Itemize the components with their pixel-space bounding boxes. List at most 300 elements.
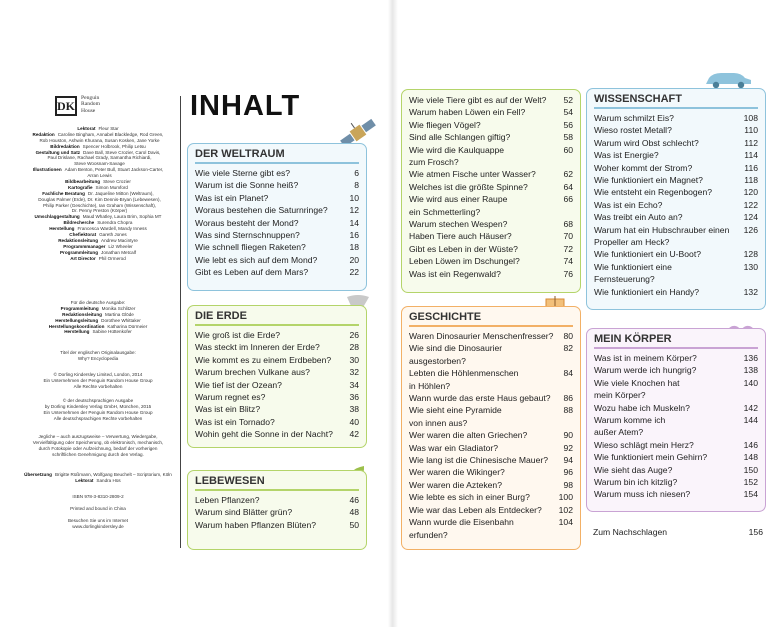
toc-entry[interactable] bbox=[594, 186, 758, 198]
toc-page-number: 28 bbox=[349, 342, 359, 353]
credit-role: Lektorat bbox=[77, 126, 96, 131]
toc-page-number: 114 bbox=[744, 150, 758, 161]
section-title: DER WELTRAUM bbox=[195, 144, 359, 164]
credit-name: Dr. Penny Preston (Körper) bbox=[71, 208, 128, 214]
credit-name: Katharina Dürmeier bbox=[107, 323, 148, 329]
imprint-line: Ein Unternehmen der Penguin Random House Group bbox=[43, 409, 153, 415]
toc-entry[interactable] bbox=[195, 506, 359, 518]
toc-entry-text: Was ist in meinem Körper? bbox=[594, 353, 697, 363]
toc-page-number: 156 bbox=[748, 527, 763, 537]
toc-entry-text: Wie war das Leben als Entdecker? bbox=[409, 504, 542, 515]
toc-entry-text: Lebten die Höhlenmenschen in Höhlen? bbox=[409, 368, 519, 391]
toc-entry-text: Wie groß ist die Erde? bbox=[195, 330, 281, 340]
toc-page-number: 30 bbox=[349, 354, 359, 365]
toc-entry-text: Wie sieht das Auge? bbox=[594, 464, 673, 475]
toc-page-number: 138 bbox=[743, 365, 758, 376]
toc-entry[interactable] bbox=[195, 494, 359, 506]
toc-page-number: 142 bbox=[743, 402, 758, 413]
toc-entry[interactable] bbox=[594, 402, 758, 414]
toc-page-number: 122 bbox=[743, 199, 758, 210]
section-koerper bbox=[586, 328, 766, 512]
toc-entry[interactable] bbox=[594, 377, 758, 402]
toc-page-number: 12 bbox=[349, 205, 359, 216]
toc-page-number: 20 bbox=[349, 254, 359, 265]
toc-page-number: 48 bbox=[349, 507, 359, 518]
credit-role: Gestaltung und Satz bbox=[35, 149, 81, 155]
credit-name: Adam Benton, Peter Bull, Stuart Jackson-Carter, bbox=[64, 167, 164, 173]
credit-role: Programmleitung bbox=[59, 249, 99, 255]
credit-name: Arran Lewis bbox=[87, 173, 112, 179]
toc-entry[interactable] bbox=[409, 504, 573, 516]
toc-entry-text: Wie sind die Dinosaurier ausgestorben? bbox=[409, 343, 503, 366]
toc-entry[interactable] bbox=[409, 491, 573, 503]
toc-entry[interactable] bbox=[409, 193, 573, 218]
toc-list bbox=[195, 329, 359, 441]
imprint-line: schriftlichen Genehmigung durch den Verlag. bbox=[52, 451, 144, 457]
toc-page-number: 46 bbox=[349, 495, 359, 505]
toc-entry[interactable] bbox=[195, 428, 359, 440]
toc-entry-text: Was sind Sternschnuppen? bbox=[195, 230, 300, 241]
toc-entry-text: Welches ist die größte Spinne? bbox=[409, 181, 528, 192]
toc-entry[interactable] bbox=[594, 137, 758, 149]
toc-entry-text: Wie atmen Fische unter Wasser? bbox=[409, 169, 536, 180]
toc-page-number: 126 bbox=[743, 224, 758, 235]
toc-page-number: 112 bbox=[744, 137, 758, 148]
toc-page-number: 54 bbox=[563, 107, 573, 118]
book-spine bbox=[388, 0, 398, 627]
translation-credit bbox=[22, 472, 174, 484]
credit-name: Steve Woosnam-Savage bbox=[74, 161, 125, 167]
toc-entry[interactable] bbox=[195, 254, 359, 266]
toc-entry[interactable] bbox=[594, 451, 758, 463]
toc-entry[interactable] bbox=[594, 476, 758, 488]
toc-entry-text: Wann wurde das erste Haus gebaut? bbox=[409, 393, 551, 404]
toc-entry-text: Was steckt im Inneren der Erde? bbox=[195, 342, 320, 353]
toc-page-number: 80 bbox=[563, 331, 573, 341]
toc-entry-text: Gibt es Leben in der Wüste? bbox=[409, 243, 518, 254]
toc-entry-text: Warum schmilzt Eis? bbox=[594, 113, 674, 123]
toc-page-number: 140 bbox=[743, 377, 758, 388]
toc-page-number: 82 bbox=[563, 343, 573, 354]
toc-entry[interactable] bbox=[409, 342, 573, 367]
credit-role: Bildredaktion bbox=[50, 143, 80, 149]
toc-entry[interactable] bbox=[409, 243, 573, 255]
toc-entry[interactable] bbox=[409, 392, 573, 404]
toc-entry[interactable] bbox=[409, 131, 573, 143]
credit-name: Paul Drislane, Rachael Grady, Samantha Richiardi, bbox=[47, 155, 152, 161]
imprint-line: Vervielfältigung oder Speicherung, ob elektronisch, mechanisch, bbox=[32, 439, 164, 445]
credit-name: Andrew Macintyre bbox=[101, 237, 138, 243]
toc-entry-text: Was war ein Gladiator? bbox=[409, 442, 498, 453]
credit-name: Sandra Hüs bbox=[96, 477, 121, 483]
toc-entry[interactable] bbox=[594, 224, 758, 249]
printed-note: Printed and bound in China bbox=[70, 505, 126, 511]
toc-list bbox=[594, 112, 758, 298]
toc-entry-text: Wie sieht eine Pyramide von innen aus? bbox=[409, 405, 502, 428]
imprint-line: Why? Encyclopedia bbox=[77, 355, 119, 361]
toc-entry[interactable] bbox=[195, 229, 359, 241]
imprint-line: Alle Rechte vorbehalten bbox=[73, 383, 123, 389]
toc-entry[interactable] bbox=[409, 367, 573, 392]
credit-role: Redaktionsleitung bbox=[62, 311, 102, 317]
toc-entry-text: Was ist Energie? bbox=[594, 150, 659, 161]
page-title: INHALT bbox=[190, 90, 301, 122]
credit-role: Illustrationen bbox=[32, 167, 62, 173]
toc-entry[interactable] bbox=[409, 230, 573, 242]
credit-name: Jonathan Metcalf bbox=[101, 249, 137, 255]
toc-page-number: 124 bbox=[743, 212, 758, 223]
toc-page-number: 92 bbox=[563, 442, 573, 453]
section-title: WISSENSCHAFT bbox=[594, 89, 758, 109]
toc-entry-text: Warum brechen Vulkane aus? bbox=[195, 367, 310, 378]
toc-page-number: 6 bbox=[354, 168, 359, 178]
toc-entry-text: Woher kommt der Strom? bbox=[594, 162, 693, 173]
toc-page-number: 118 bbox=[744, 175, 758, 186]
toc-page-number: 42 bbox=[349, 429, 359, 440]
toc-page-number: 72 bbox=[563, 243, 573, 254]
toc-list bbox=[195, 167, 359, 279]
toc-entry[interactable] bbox=[195, 167, 359, 179]
toc-page-number: 120 bbox=[743, 187, 758, 198]
toc-entry-text: Wozu habe ich Muskeln? bbox=[594, 402, 690, 413]
toc-entry[interactable] bbox=[409, 218, 573, 230]
toc-entry-text: Warum bin ich kitzlig? bbox=[594, 477, 678, 488]
toc-entry-text: Wann wurde die Eisenbahn erfunden? bbox=[409, 517, 514, 540]
credit-name: Steve Crozier bbox=[103, 179, 131, 185]
credit-name: Francesca Wardell, Mandy Inness bbox=[77, 226, 147, 232]
toc-entry[interactable] bbox=[195, 366, 359, 378]
toc-entry[interactable] bbox=[409, 442, 573, 454]
imprint-line: Ein Unternehmen der Penguin Random House Group bbox=[43, 377, 153, 383]
toc-page-number: 60 bbox=[563, 144, 573, 155]
credit-name: Liz Wheeler bbox=[108, 243, 133, 249]
toc-list bbox=[409, 330, 573, 541]
credit-name: Dr. Jaqueline Mitton (Weltraum), bbox=[87, 190, 154, 196]
toc-entry[interactable] bbox=[195, 416, 359, 428]
toc-page-number: 90 bbox=[563, 430, 573, 441]
toc-entry-text: Warum sind Blätter grün? bbox=[195, 507, 293, 518]
toc-page-number: 32 bbox=[349, 367, 359, 378]
credit-name: Douglas Palmer (Erde), Dr. Kim Dennis-Bryan (Lebewesen), bbox=[38, 196, 161, 202]
toc-entry[interactable] bbox=[409, 94, 573, 106]
publisher-name: Penguin Random House bbox=[81, 95, 100, 114]
toc-entry[interactable] bbox=[594, 248, 758, 260]
toc-entry[interactable] bbox=[195, 204, 359, 216]
toc-page-number: 8 bbox=[354, 180, 359, 191]
toc-page-number: 50 bbox=[349, 519, 359, 530]
credit-role: Herstellungskoordination bbox=[48, 323, 105, 329]
toc-entry-text: Warum wird Obst schlecht? bbox=[594, 137, 699, 148]
imprint-line: Alle deutschsprachigen Rechte vorbehalten bbox=[53, 415, 143, 421]
toc-entry-text: Was ist ein Echo? bbox=[594, 199, 663, 210]
publisher-logo bbox=[55, 96, 127, 116]
toc-page-number: 152 bbox=[743, 477, 758, 488]
toc-entry-text: Wie entsteht ein Regenbogen? bbox=[594, 187, 713, 198]
toc-entry-reference[interactable] bbox=[593, 527, 763, 537]
section-title: GESCHICHTE bbox=[409, 307, 573, 327]
car-icon bbox=[703, 70, 753, 90]
toc-entry[interactable] bbox=[409, 516, 573, 541]
toc-entry[interactable] bbox=[594, 464, 758, 476]
toc-entry[interactable] bbox=[409, 119, 573, 131]
toc-entry[interactable] bbox=[409, 181, 573, 193]
toc-entry-text: Wie tief ist der Ozean? bbox=[195, 379, 282, 390]
toc-entry-text: Woraus bestehen die Saturnringe? bbox=[195, 205, 328, 216]
toc-page-number: 86 bbox=[563, 393, 573, 404]
credit-name: Gareth Jones bbox=[99, 232, 127, 238]
toc-entry-text: Woraus besteht der Mond? bbox=[195, 217, 299, 228]
toc-page-number: 150 bbox=[743, 464, 758, 475]
divider-line bbox=[180, 96, 181, 548]
toc-entry-text: Haben Tiere auch Häuser? bbox=[409, 231, 512, 242]
toc-entry-text: Wie funktioniert ein Handy? bbox=[594, 286, 700, 297]
toc-page-number: 128 bbox=[743, 249, 758, 260]
credit-name: Sabine Hüttenkofer bbox=[92, 329, 132, 335]
credit-role: Lektorat bbox=[75, 477, 94, 483]
toc-entry[interactable] bbox=[594, 211, 758, 223]
credit-role: Herstellung bbox=[49, 226, 75, 232]
toc-entry-text: Waren Dinosaurier Menschenfresser? bbox=[409, 331, 554, 341]
credit-name: Surendra Chopra bbox=[97, 220, 133, 226]
toc-page-number: 132 bbox=[743, 286, 758, 297]
toc-entry-text: Leben Pflanzen? bbox=[195, 495, 260, 505]
credit-row bbox=[22, 256, 174, 262]
toc-page-number: 16 bbox=[349, 230, 359, 241]
section-weltraum bbox=[187, 143, 367, 291]
toc-list bbox=[409, 94, 573, 280]
credit-role: Redaktionsleitung bbox=[58, 237, 99, 243]
toc-entry-text: Wie wird aus einer Raupe ein Schmetterling? bbox=[409, 194, 508, 217]
toc-entry-text: Warum ist die Sonne heiß? bbox=[195, 180, 299, 191]
toc-page-number: 110 bbox=[744, 125, 758, 136]
credit-role: Bildrecherche bbox=[63, 220, 95, 226]
toc-page-number: 66 bbox=[563, 194, 573, 205]
toc-entry-text: Zum Nachschlagen bbox=[593, 527, 668, 537]
toc-entry[interactable] bbox=[594, 162, 758, 174]
credit-name: Martina Glöde bbox=[104, 311, 134, 317]
toc-entry-text: Leben Löwen im Dschungel? bbox=[409, 256, 520, 267]
toc-page-number: 88 bbox=[563, 405, 573, 416]
toc-entry-text: Was ist ein Regenwald? bbox=[409, 268, 501, 279]
toc-list bbox=[594, 352, 758, 501]
toc-entry[interactable] bbox=[594, 124, 758, 136]
toc-entry-text: Wohin geht die Sonne in der Nacht? bbox=[195, 429, 333, 440]
toc-entry[interactable] bbox=[594, 488, 758, 500]
imprint-line: © Dorling Kindersley Limited, London, 2014 bbox=[53, 372, 143, 377]
toc-entry-text: Warum werde ich hungrig? bbox=[594, 365, 697, 376]
credit-name: Simon Mumford bbox=[95, 184, 128, 190]
website-url: www.dorlingkindersley.de bbox=[72, 523, 124, 529]
toc-entry-text: Wie fliegen Vögel? bbox=[409, 119, 481, 130]
toc-entry-text: Wie viele Knochen hat mein Körper? bbox=[594, 377, 680, 401]
credit-name: Dave Ball, Steve Crozier, Carol Davis, bbox=[83, 149, 161, 155]
toc-entry-text: Wie lang ist die Chinesische Mauer? bbox=[409, 455, 548, 466]
section-title: LEBEWESEN bbox=[195, 471, 359, 491]
section-lebewesen-continued bbox=[401, 89, 581, 293]
section-title: DIE ERDE bbox=[195, 306, 359, 326]
toc-entry[interactable] bbox=[594, 112, 758, 124]
credit-name: Caroline Bingham, Annabel Blackledge, Rod Green, bbox=[57, 131, 164, 137]
toc-entry[interactable] bbox=[409, 466, 573, 478]
toc-entry[interactable] bbox=[409, 479, 573, 491]
credit-role: Kartografie bbox=[68, 184, 93, 190]
credit-role: Bildbearbeitung bbox=[65, 179, 101, 185]
toc-page-number: 144 bbox=[743, 415, 758, 426]
toc-entry-text: Wie funktioniert mein Gehirn? bbox=[594, 452, 708, 463]
toc-entry-text: Wieso schlägt mein Herz? bbox=[594, 439, 694, 450]
toc-entry-text: Gibt es Leben auf dem Mars? bbox=[195, 267, 309, 278]
toc-entry[interactable] bbox=[195, 403, 359, 415]
toc-entry[interactable] bbox=[195, 341, 359, 353]
legal-notice bbox=[22, 434, 174, 458]
website-label: Besuchen Sie uns im Internet bbox=[67, 517, 128, 523]
toc-page-number: 70 bbox=[563, 231, 573, 242]
toc-page-number: 136 bbox=[743, 353, 758, 363]
credit-role: Redaktion bbox=[32, 131, 55, 137]
toc-entry-text: Wieso rostet Metall? bbox=[594, 125, 672, 136]
credit-role: Fachliche Beratung bbox=[42, 190, 85, 196]
credit-role: Programmmanager bbox=[63, 243, 106, 249]
toc-page-number: 116 bbox=[744, 162, 758, 173]
imprint-line: by Dorling Kindersley Verlag GmbH, München, 2015 bbox=[44, 403, 152, 409]
toc-entry-text: Wer waren die Wikinger? bbox=[409, 467, 505, 478]
toc-entry[interactable] bbox=[195, 391, 359, 403]
toc-entry[interactable] bbox=[594, 352, 758, 364]
toc-page-number: 26 bbox=[349, 330, 359, 340]
original-title bbox=[22, 350, 174, 362]
toc-entry[interactable] bbox=[594, 149, 758, 161]
toc-entry[interactable] bbox=[195, 179, 359, 191]
imprint-german-credits bbox=[22, 300, 174, 335]
toc-entry-text: Was ist ein Blitz? bbox=[195, 404, 261, 415]
toc-entry-text: Wer waren die alten Griechen? bbox=[409, 430, 528, 441]
isbn-block bbox=[22, 494, 174, 530]
toc-page-number: 98 bbox=[563, 479, 573, 490]
german-edition-label: Für die deutsche Ausgabe: bbox=[70, 300, 126, 305]
credit-role: Chefiektorat bbox=[69, 232, 97, 238]
toc-entry[interactable] bbox=[409, 330, 573, 342]
section-wissenschaft bbox=[586, 88, 766, 310]
toc-entry-text: Warum haben Löwen ein Fell? bbox=[409, 107, 526, 118]
toc-entry[interactable] bbox=[409, 168, 573, 180]
toc-entry-text: Warum hat ein Hubschrauber einen Propeller am Heck? bbox=[594, 224, 730, 248]
toc-page-number: 94 bbox=[563, 455, 573, 466]
imprint-credits bbox=[22, 126, 174, 261]
toc-entry-text: Wie wird die Kaulquappe zum Frosch? bbox=[409, 144, 505, 168]
toc-entry-text: Wie kommt es zu einem Erdbeben? bbox=[195, 354, 332, 365]
toc-entry[interactable] bbox=[195, 329, 359, 341]
toc-page-number: 84 bbox=[563, 368, 573, 379]
toc-entry[interactable] bbox=[409, 255, 573, 267]
toc-entry[interactable] bbox=[409, 144, 573, 169]
toc-entry[interactable] bbox=[195, 519, 359, 531]
toc-entry[interactable] bbox=[195, 379, 359, 391]
toc-entry[interactable] bbox=[594, 174, 758, 186]
imprint-line: © der deutschsprachigen Ausgabe bbox=[62, 398, 134, 403]
imprint-line: durch Fotokopie oder Aufzeichnung, bedarf der vorherigen bbox=[38, 445, 158, 451]
toc-entry[interactable] bbox=[195, 192, 359, 204]
section-erde bbox=[187, 305, 367, 448]
credit-name: Spencer Holbrook, Philip Letsu bbox=[82, 143, 146, 149]
toc-entry-text: Was ist ein Planet? bbox=[195, 192, 269, 203]
toc-page-number: 34 bbox=[349, 379, 359, 390]
credit-name: Phil Ormerod bbox=[98, 255, 126, 261]
toc-entry[interactable] bbox=[195, 266, 359, 278]
toc-entry-text: Warum stechen Wespen? bbox=[409, 219, 508, 230]
toc-page-number: 96 bbox=[563, 467, 573, 478]
copyright-de bbox=[22, 398, 174, 422]
toc-entry[interactable] bbox=[195, 241, 359, 253]
toc-entry-text: Wie viele Tiere gibt es auf der Welt? bbox=[409, 95, 547, 105]
credit-role: Art Director bbox=[70, 255, 96, 261]
toc-page-number: 40 bbox=[349, 416, 359, 427]
toc-entry[interactable] bbox=[409, 404, 573, 429]
imprint-line: Jegliche – auch auszugsweise – Verwertung, Wiedergabe, bbox=[38, 434, 158, 439]
credit-role: Programmleitung bbox=[60, 305, 99, 311]
credit-name: Rob Houston, Ashwin Khurana, Susan Kosken, Jane Yorke bbox=[39, 137, 160, 143]
toc-entry-text: Warum regnet es? bbox=[195, 392, 266, 403]
toc-page-number: 148 bbox=[743, 452, 758, 463]
toc-entry[interactable] bbox=[594, 261, 758, 286]
credit-row bbox=[22, 329, 174, 335]
toc-entry[interactable] bbox=[594, 439, 758, 451]
toc-page-number: 64 bbox=[563, 181, 573, 192]
toc-entry[interactable] bbox=[409, 268, 573, 280]
toc-entry-text: Was ist ein Tornado? bbox=[195, 416, 275, 427]
toc-entry-text: Wie funktioniert eine Fernsteuerung? bbox=[594, 261, 672, 285]
credit-role: Umschlaggestaltung bbox=[34, 214, 80, 220]
copyright-uk bbox=[22, 372, 174, 390]
toc-entry[interactable] bbox=[594, 414, 758, 439]
credit-role: Übersetzung bbox=[24, 472, 52, 477]
toc-page-number: 18 bbox=[349, 242, 359, 253]
toc-page-number: 108 bbox=[743, 113, 758, 123]
toc-entry-text: Wie lebte es sich in einer Burg? bbox=[409, 492, 530, 503]
toc-entry[interactable] bbox=[409, 454, 573, 466]
toc-page-number: 56 bbox=[563, 119, 573, 130]
section-title: MEIN KÖRPER bbox=[594, 329, 758, 349]
credit-name: Philip Parker (Geschichte), Ian Graham (Wissenschaft), bbox=[42, 202, 157, 208]
credit-name: Dorothee Whittaker bbox=[101, 317, 141, 323]
credit-row bbox=[22, 478, 174, 484]
toc-page-number: 130 bbox=[743, 261, 758, 272]
toc-page-number: 104 bbox=[558, 517, 573, 528]
credit-role: Herstellungsleitung bbox=[55, 317, 99, 323]
toc-page-number: 76 bbox=[563, 268, 573, 279]
toc-entry[interactable] bbox=[409, 106, 573, 118]
toc-page-number: 102 bbox=[558, 504, 573, 515]
toc-entry-text: Was treibt ein Auto an? bbox=[594, 212, 683, 223]
toc-entry[interactable] bbox=[195, 354, 359, 366]
toc-page-number: 100 bbox=[558, 492, 573, 503]
toc-page-number: 62 bbox=[563, 169, 573, 180]
toc-entry-text: Wie funktioniert ein U-Boot? bbox=[594, 249, 701, 260]
toc-page-number: 68 bbox=[563, 219, 573, 230]
toc-entry[interactable] bbox=[409, 429, 573, 441]
toc-entry-text: Sind alle Schlangen giftig? bbox=[409, 132, 511, 143]
toc-page-number: 36 bbox=[349, 392, 359, 403]
toc-entry[interactable] bbox=[594, 286, 758, 298]
isbn: ISBN 978-3-8310-2809-2 bbox=[72, 494, 124, 499]
toc-list bbox=[195, 494, 359, 531]
toc-page-number: 38 bbox=[349, 404, 359, 415]
toc-entry-text: Wie schnell fliegen Raketen? bbox=[195, 242, 306, 253]
toc-page-number: 146 bbox=[743, 439, 758, 450]
toc-entry[interactable] bbox=[594, 199, 758, 211]
toc-entry[interactable] bbox=[195, 217, 359, 229]
toc-entry[interactable] bbox=[594, 364, 758, 376]
toc-entry-text: Wie lebt es sich auf dem Mond? bbox=[195, 254, 318, 265]
